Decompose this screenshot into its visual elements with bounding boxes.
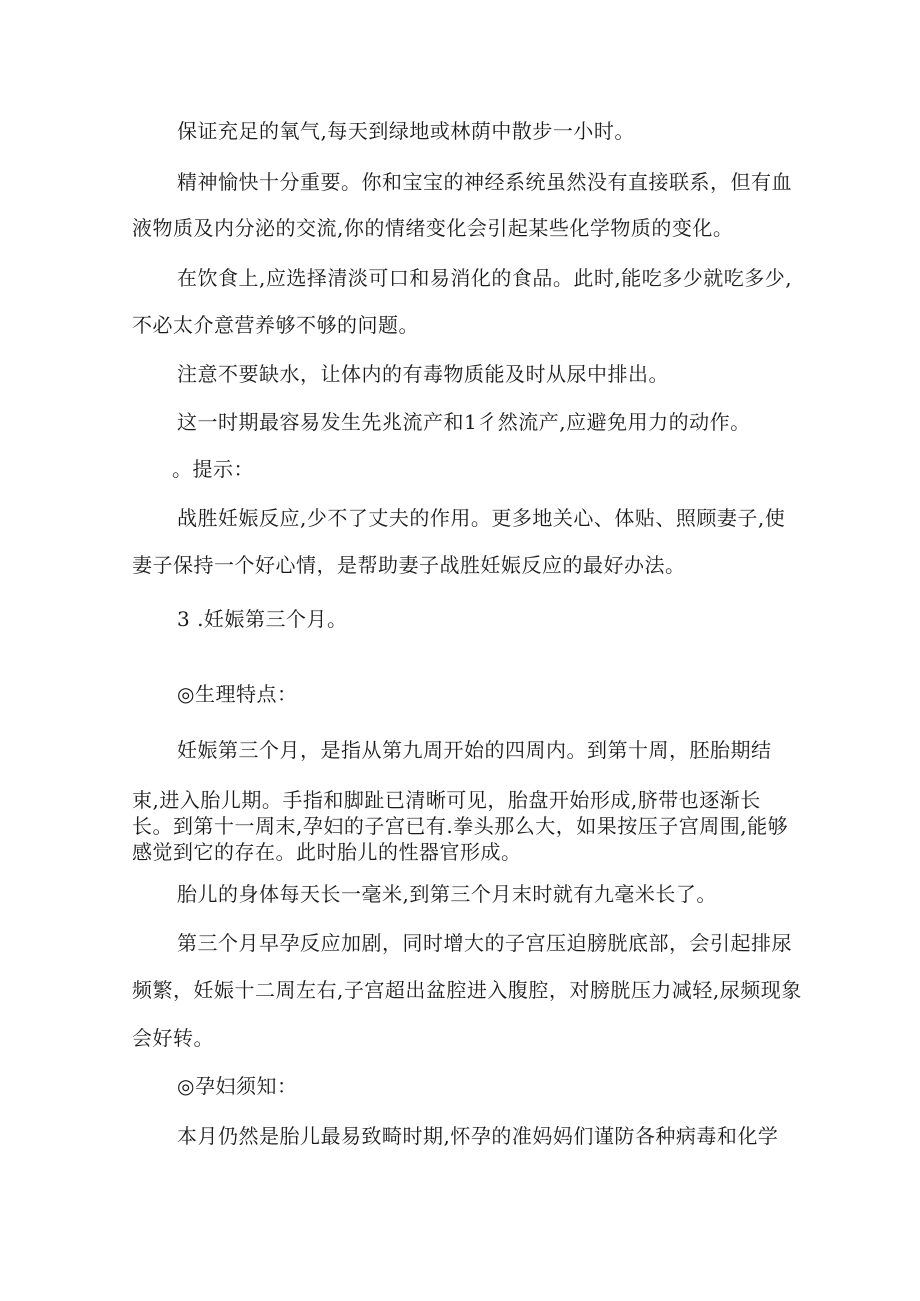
paragraph-mood-line-2: 液物质及内分泌的交流,你的情绪变化会引起某些化学物质的变化。 bbox=[132, 216, 734, 240]
paragraph-frequent-urination-line-2: 频繁，妊娠十二周左右,子宫超出盆腔进入腹腔，对膀胱压力减轻,尿频现象 bbox=[132, 978, 802, 1002]
section-heading-third-month: 3 .妊娠第三个月。 bbox=[177, 607, 348, 631]
paragraph-third-month-line-2: 束,进入胎儿期。手指和脚趾已清晰可见，胎盘开始形成,脐带也逐渐长 bbox=[132, 788, 761, 812]
paragraph-oxygen: 保证充足的氧气,每天到绿地或林荫中散步一小时。 bbox=[177, 119, 635, 143]
paragraph-third-month-line-1: 妊娠第三个月，是指从第九周开始的四周内。到第十周，胚胎期结 bbox=[177, 738, 772, 762]
paragraph-diet-line-2: 不必太介意营养够不够的问题。 bbox=[132, 313, 419, 337]
paragraph-fetal-growth: 胎儿的身体每天长一毫米,到第三个月末时就有九毫米长了。 bbox=[177, 882, 717, 906]
paragraph-third-month-line-3: 长。到第十一周末,孕妇的子宫已有.拳头那么大，如果按压子宫周围,能够 bbox=[132, 814, 789, 838]
paragraph-husband-line-2: 妻子保持一个好心情，是帮助妻子战胜妊娠反应的最好办法。 bbox=[132, 553, 686, 577]
paragraph-mood-line-1: 精神愉快十分重要。你和宝宝的神经系统虽然没有直接联系，但有血 bbox=[177, 170, 792, 194]
paragraph-frequent-urination-line-1: 第三个月早孕反应加剧，同时增大的子宫压迫膀胱底部，会引起排尿 bbox=[177, 931, 792, 955]
subheading-physiology: ◎生理特点： bbox=[177, 682, 298, 706]
subheading-pregnancy-notes: ◎孕妇须知： bbox=[177, 1074, 298, 1098]
paragraph-third-month-line-4: 感觉到它的存在。此时胎儿的性器官形成。 bbox=[132, 840, 522, 864]
paragraph-miscarriage: 这一时期最容易发生先兆流产和1彳然流产,应避免用力的动作。 bbox=[177, 410, 751, 434]
paragraph-diet-line-1: 在饮食上,应选择清淡可口和易消化的食品。此时,能吃多少就吃多少, bbox=[177, 266, 793, 290]
paragraph-teratogenic-period: 本月仍然是胎儿最易致畸时期,怀孕的准妈妈们谨防各种病毒和化学 bbox=[177, 1124, 779, 1148]
paragraph-water: 注意不要缺水，让体内的有毒物质能及时从尿中排出。 bbox=[177, 362, 669, 386]
paragraph-frequent-urination-line-3: 会好转。 bbox=[132, 1026, 214, 1050]
paragraph-husband-line-1: 战胜妊娠反应,少不了丈夫的作用。更多地关心、体贴、照顾妻子,使 bbox=[177, 506, 786, 530]
heading-tips: 。提示： bbox=[172, 457, 254, 481]
